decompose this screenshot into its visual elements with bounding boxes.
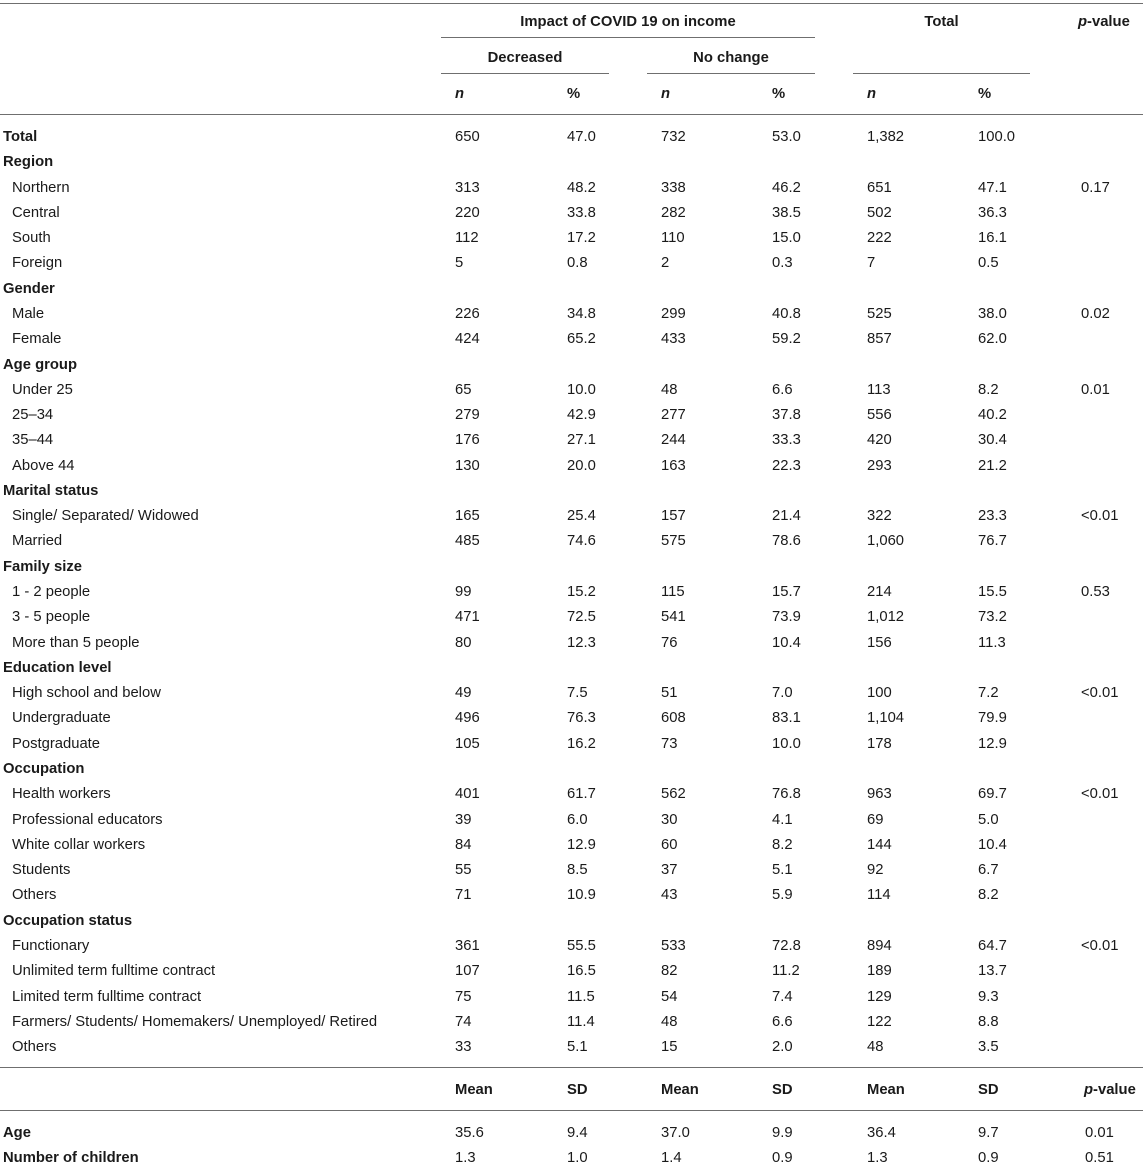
- cell-tp: 13.7: [978, 963, 1007, 979]
- cell-tn: 114: [867, 887, 891, 903]
- total-group-rule: [853, 73, 1030, 74]
- cell-tn: 92: [867, 862, 884, 878]
- cell-nn: 76: [661, 635, 678, 651]
- cell-np: 40.8: [772, 306, 801, 322]
- mean-section-top-rule: [0, 1067, 1143, 1068]
- cell-pv: <0.01: [1081, 786, 1119, 802]
- cell-tp: 8.2: [978, 887, 999, 903]
- cell-dp: 8.5: [567, 862, 588, 878]
- cell-dp: 0.8: [567, 255, 588, 271]
- total-mean-header: Mean: [867, 1082, 905, 1098]
- cell-dp: 33.8: [567, 205, 596, 221]
- row-label: Central: [12, 205, 60, 221]
- cell-np: 15.0: [772, 230, 801, 246]
- cell-dn: 84: [455, 837, 472, 853]
- cell-np: 7.4: [772, 989, 793, 1005]
- mean-cell-dm: 35.6: [455, 1125, 484, 1141]
- cell-np: 15.7: [772, 584, 801, 600]
- cell-tn: 293: [867, 458, 892, 474]
- cell-dn: 107: [455, 963, 480, 979]
- cell-dp: 76.3: [567, 710, 596, 726]
- cell-dn: 33: [455, 1039, 472, 1055]
- cell-dn: 471: [455, 609, 480, 625]
- row-label: Limited term fulltime contract: [12, 989, 202, 1005]
- cell-dp: 25.4: [567, 508, 596, 524]
- cell-tp: 7.2: [978, 685, 999, 701]
- row-label: Northern: [12, 180, 70, 196]
- mean-cell-dsd: 1.0: [567, 1150, 588, 1166]
- row-label: Male: [12, 306, 45, 322]
- cell-nn: 338: [661, 180, 686, 196]
- cell-nn: 163: [661, 458, 686, 474]
- cell-np: 22.3: [772, 458, 801, 474]
- row-label: Health workers: [12, 786, 111, 802]
- row-label: Under 25: [12, 382, 73, 398]
- no-change-n-header: n: [661, 86, 671, 102]
- cell-dn: 424: [455, 331, 480, 347]
- cell-dp: 12.9: [567, 837, 596, 853]
- cell-dp: 16.2: [567, 736, 596, 752]
- row-label: More than 5 people: [12, 635, 140, 651]
- cell-np: 53.0: [772, 129, 801, 145]
- cell-nn: 30: [661, 812, 678, 828]
- cell-dp: 17.2: [567, 230, 596, 246]
- cell-dn: 65: [455, 382, 472, 398]
- total-n-header: n: [867, 86, 877, 102]
- cell-tp: 76.7: [978, 533, 1007, 549]
- cell-dp: 72.5: [567, 609, 596, 625]
- cell-nn: 60: [661, 837, 678, 853]
- section-heading: Age group: [3, 357, 77, 373]
- cell-np: 2.0: [772, 1039, 793, 1055]
- total-title: Total: [924, 14, 959, 30]
- cell-dp: 10.9: [567, 887, 596, 903]
- cell-dn: 55: [455, 862, 472, 878]
- cell-nn: 51: [661, 685, 678, 701]
- cell-nn: 562: [661, 786, 686, 802]
- cell-tn: 144: [867, 837, 892, 853]
- total-sd-header: SD: [978, 1082, 999, 1098]
- row-label: Farmers/ Students/ Homemakers/ Unemployed/ Retired: [12, 1014, 378, 1030]
- cell-np: 10.0: [772, 736, 801, 752]
- cell-tp: 38.0: [978, 306, 1007, 322]
- cell-dp: 15.2: [567, 584, 596, 600]
- cell-pv: <0.01: [1081, 685, 1119, 701]
- cell-tp: 23.3: [978, 508, 1007, 524]
- cell-dp: 5.1: [567, 1039, 588, 1055]
- cell-dp: 16.5: [567, 963, 596, 979]
- cell-dp: 12.3: [567, 635, 596, 651]
- section-heading: Region: [3, 154, 54, 170]
- cell-np: 6.6: [772, 1014, 793, 1030]
- cell-pv: 0.53: [1081, 584, 1110, 600]
- cell-tn: 651: [867, 180, 892, 196]
- cell-pv: 0.01: [1081, 382, 1110, 398]
- row-label: Students: [12, 862, 71, 878]
- cell-np: 8.2: [772, 837, 793, 853]
- cell-tp: 10.4: [978, 837, 1007, 853]
- cell-dp: 48.2: [567, 180, 596, 196]
- section-heading: Occupation status: [3, 913, 133, 929]
- cell-np: 83.1: [772, 710, 801, 726]
- impact-group-rule: [441, 37, 815, 38]
- cell-tn: 1,060: [867, 533, 905, 549]
- cell-dn: 496: [455, 710, 480, 726]
- top-rule: [0, 3, 1143, 4]
- cell-tp: 6.7: [978, 862, 999, 878]
- cell-np: 5.1: [772, 862, 793, 878]
- row-label: Foreign: [12, 255, 63, 271]
- cell-dn: 226: [455, 306, 480, 322]
- row-label: Married: [12, 533, 63, 549]
- no-change-rule: [647, 73, 815, 74]
- cell-nn: 608: [661, 710, 686, 726]
- row-label: 25–34: [12, 407, 54, 423]
- cell-dp: 11.5: [567, 989, 595, 1005]
- no-change-title: No change: [693, 50, 769, 66]
- cell-dn: 650: [455, 129, 480, 145]
- cell-tn: 189: [867, 963, 892, 979]
- decreased-rule: [441, 73, 609, 74]
- cell-dp: 34.8: [567, 306, 596, 322]
- no-change-sd-header: SD: [772, 1082, 793, 1098]
- cell-nn: 299: [661, 306, 686, 322]
- cell-dp: 11.4: [567, 1014, 595, 1030]
- cell-tn: 857: [867, 331, 892, 347]
- section-heading: Family size: [3, 559, 82, 575]
- cell-dp: 42.9: [567, 407, 596, 423]
- total-row-label: Total: [3, 129, 38, 145]
- cell-tn: 1,104: [867, 710, 905, 726]
- row-label: Undergraduate: [12, 710, 111, 726]
- cell-nn: 732: [661, 129, 686, 145]
- cell-tp: 9.3: [978, 989, 999, 1005]
- mean-cell-tsd: 0.9: [978, 1150, 999, 1166]
- cell-np: 33.3: [772, 432, 801, 448]
- no-change-mean-header: Mean: [661, 1082, 699, 1098]
- cell-pv: 0.02: [1081, 306, 1110, 322]
- cell-tp: 36.3: [978, 205, 1007, 221]
- no-change-pct-header: %: [772, 86, 786, 102]
- cell-dn: 313: [455, 180, 480, 196]
- cell-dn: 112: [455, 230, 479, 246]
- row-label: South: [12, 230, 51, 246]
- cell-tp: 15.5: [978, 584, 1007, 600]
- mean-cell-nm: 1.4: [661, 1150, 682, 1166]
- pvalue-title-rest: -value: [1087, 14, 1130, 30]
- cell-tp: 79.9: [978, 710, 1007, 726]
- section-heading: Occupation: [3, 761, 85, 777]
- row-label: Professional educators: [12, 812, 163, 828]
- row-label: Others: [12, 887, 57, 903]
- cell-tp: 8.2: [978, 382, 999, 398]
- row-label: Postgraduate: [12, 736, 101, 752]
- impact-title: Impact of COVID 19 on income: [520, 14, 736, 30]
- decreased-pct-header: %: [567, 86, 581, 102]
- row-label: White collar workers: [12, 837, 146, 853]
- cell-nn: 282: [661, 205, 686, 221]
- cell-tn: 222: [867, 230, 892, 246]
- mean-cell-nsd: 9.9: [772, 1125, 793, 1141]
- cell-nn: 73: [661, 736, 678, 752]
- mean-cell-dsd: 9.4: [567, 1125, 588, 1141]
- mean-section-header-rule: [0, 1110, 1143, 1111]
- mean-cell-tsd: 9.7: [978, 1125, 999, 1141]
- cell-dn: 39: [455, 812, 472, 828]
- cell-tn: 322: [867, 508, 892, 524]
- cell-dp: 61.7: [567, 786, 596, 802]
- cell-pv: 0.17: [1081, 180, 1110, 196]
- cell-nn: 157: [661, 508, 686, 524]
- cell-tp: 21.2: [978, 458, 1007, 474]
- cell-dp: 10.0: [567, 382, 596, 398]
- cell-np: 37.8: [772, 407, 801, 423]
- mean-cell-pv: 0.51: [1085, 1150, 1114, 1166]
- cell-tn: 129: [867, 989, 892, 1005]
- cell-dn: 485: [455, 533, 480, 549]
- cell-dn: 75: [455, 989, 472, 1005]
- cell-nn: 110: [661, 230, 685, 246]
- cell-np: 10.4: [772, 635, 801, 651]
- cell-tp: 12.9: [978, 736, 1007, 752]
- pvalue-title: [1078, 13, 1130, 31]
- cell-nn: 54: [661, 989, 678, 1005]
- cell-nn: 2: [661, 255, 670, 271]
- cell-dn: 105: [455, 736, 480, 752]
- cell-nn: 575: [661, 533, 686, 549]
- row-label: Functionary: [12, 938, 90, 954]
- cell-nn: 43: [661, 887, 678, 903]
- cell-dn: 361: [455, 938, 480, 954]
- cell-tn: 48: [867, 1039, 884, 1055]
- cell-dp: 65.2: [567, 331, 596, 347]
- mean-cell-nm: 37.0: [661, 1125, 690, 1141]
- cell-dp: 47.0: [567, 129, 596, 145]
- cell-tp: 100.0: [978, 129, 1016, 145]
- mean-pvalue-header: [1084, 1081, 1136, 1099]
- cell-tp: 73.2: [978, 609, 1007, 625]
- cell-tp: 0.5: [978, 255, 999, 271]
- cell-dp: 27.1: [567, 432, 596, 448]
- cell-tp: 62.0: [978, 331, 1007, 347]
- cell-nn: 115: [661, 584, 685, 600]
- cell-np: 6.6: [772, 382, 793, 398]
- mean-pvalue-rest: -value: [1093, 1082, 1136, 1098]
- cell-nn: 48: [661, 1014, 678, 1030]
- row-label: Unlimited term fulltime contract: [12, 963, 216, 979]
- cell-tn: 122: [867, 1014, 892, 1030]
- cell-np: 5.9: [772, 887, 793, 903]
- mean-row-label: Age: [3, 1125, 31, 1141]
- cell-tn: 556: [867, 407, 892, 423]
- cell-tn: 178: [867, 736, 892, 752]
- cell-pv: <0.01: [1081, 508, 1119, 524]
- mean-cell-tm: 1.3: [867, 1150, 888, 1166]
- cell-tp: 11.3: [978, 635, 1006, 651]
- cell-dn: 165: [455, 508, 480, 524]
- decreased-n-header: n: [455, 86, 465, 102]
- cell-dp: 20.0: [567, 458, 596, 474]
- mean-cell-tm: 36.4: [867, 1125, 896, 1141]
- cell-dn: 5: [455, 255, 464, 271]
- row-label: Single/ Separated/ Widowed: [12, 508, 199, 524]
- cell-tn: 420: [867, 432, 892, 448]
- cell-dp: 7.5: [567, 685, 588, 701]
- cell-tn: 963: [867, 786, 892, 802]
- cell-tp: 5.0: [978, 812, 999, 828]
- cell-tp: 16.1: [978, 230, 1007, 246]
- row-label: Others: [12, 1039, 57, 1055]
- cell-nn: 244: [661, 432, 686, 448]
- cell-tn: 7: [867, 255, 876, 271]
- section-heading: Education level: [3, 660, 112, 676]
- mean-cell-nsd: 0.9: [772, 1150, 793, 1166]
- cell-np: 46.2: [772, 180, 801, 196]
- section-heading: Marital status: [3, 483, 99, 499]
- header-bottom-rule: [0, 114, 1143, 115]
- cell-tp: 8.8: [978, 1014, 999, 1030]
- cell-nn: 541: [661, 609, 686, 625]
- section-heading: Gender: [3, 281, 55, 297]
- cell-tn: 1,382: [867, 129, 905, 145]
- row-label: 3 - 5 people: [12, 609, 91, 625]
- cell-dp: 74.6: [567, 533, 596, 549]
- cell-np: 4.1: [772, 812, 793, 828]
- cell-dn: 220: [455, 205, 480, 221]
- cell-tn: 894: [867, 938, 892, 954]
- cell-np: 0.3: [772, 255, 793, 271]
- cell-dn: 401: [455, 786, 480, 802]
- cell-tn: 69: [867, 812, 884, 828]
- row-label: 35–44: [12, 432, 54, 448]
- cell-np: 59.2: [772, 331, 801, 347]
- cell-tn: 100: [867, 685, 892, 701]
- row-label: High school and below: [12, 685, 161, 701]
- decreased-mean-header: Mean: [455, 1082, 493, 1098]
- cell-np: 38.5: [772, 205, 801, 221]
- cell-dn: 74: [455, 1014, 472, 1030]
- cell-tn: 1,012: [867, 609, 905, 625]
- mean-cell-pv: 0.01: [1085, 1125, 1114, 1141]
- cell-np: 7.0: [772, 685, 793, 701]
- cell-tp: 64.7: [978, 938, 1007, 954]
- cell-tp: 69.7: [978, 786, 1007, 802]
- cell-dp: 6.0: [567, 812, 588, 828]
- cell-dn: 99: [455, 584, 472, 600]
- cell-tn: 214: [867, 584, 892, 600]
- cell-dn: 279: [455, 407, 480, 423]
- cell-nn: 15: [661, 1039, 678, 1055]
- cell-np: 21.4: [772, 508, 801, 524]
- cell-dn: 71: [455, 887, 472, 903]
- cell-nn: 82: [661, 963, 678, 979]
- cell-tp: 3.5: [978, 1039, 999, 1055]
- cell-nn: 433: [661, 331, 686, 347]
- decreased-title: Decreased: [487, 50, 563, 66]
- cell-tp: 47.1: [978, 180, 1007, 196]
- mean-pvalue-p: p: [1084, 1082, 1094, 1098]
- cell-nn: 533: [661, 938, 686, 954]
- cell-dn: 49: [455, 685, 472, 701]
- row-label: Female: [12, 331, 62, 347]
- cell-dn: 176: [455, 432, 480, 448]
- cell-nn: 37: [661, 862, 678, 878]
- mean-cell-dm: 1.3: [455, 1150, 476, 1166]
- total-pct-header: %: [978, 86, 992, 102]
- cell-tn: 113: [867, 382, 891, 398]
- cell-tp: 40.2: [978, 407, 1007, 423]
- cell-nn: 277: [661, 407, 686, 423]
- cell-np: 78.6: [772, 533, 801, 549]
- cell-np: 73.9: [772, 609, 801, 625]
- pvalue-title-p: p: [1078, 14, 1088, 30]
- row-label: Above 44: [12, 458, 75, 474]
- cell-np: 11.2: [772, 963, 800, 979]
- cell-tn: 156: [867, 635, 892, 651]
- cell-tn: 502: [867, 205, 892, 221]
- cell-np: 72.8: [772, 938, 801, 954]
- cell-dn: 80: [455, 635, 472, 651]
- cell-np: 76.8: [772, 786, 801, 802]
- decreased-sd-header: SD: [567, 1082, 588, 1098]
- cell-dn: 130: [455, 458, 480, 474]
- row-label: 1 - 2 people: [12, 584, 91, 600]
- cell-pv: <0.01: [1081, 938, 1119, 954]
- cell-nn: 48: [661, 382, 678, 398]
- cell-tn: 525: [867, 306, 892, 322]
- cell-tp: 30.4: [978, 432, 1007, 448]
- cell-dp: 55.5: [567, 938, 596, 954]
- mean-row-label: Number of children: [3, 1150, 139, 1166]
